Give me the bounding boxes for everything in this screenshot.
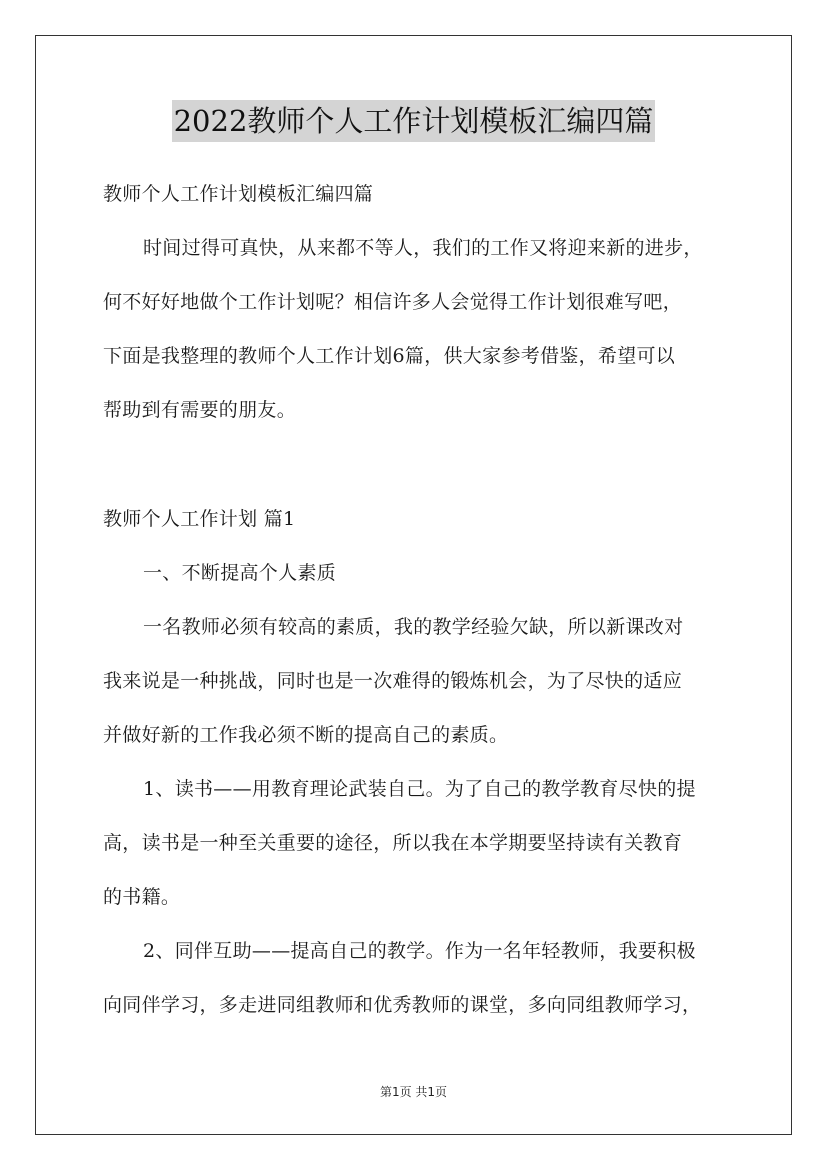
- intro-line: 下面是我整理的教师个人工作计划6篇，供大家参考借鉴，希望可以: [103, 345, 676, 367]
- title-area: [0, 100, 827, 142]
- paragraph-line: 高，读书是一种至关重要的途径，所以我在本学期要坚持读有关教育: [103, 832, 683, 854]
- paragraph-line: 并做好新的工作我必须不断的提高自己的素质。: [103, 724, 509, 746]
- section-heading: 教师个人工作计划 篇1: [103, 508, 296, 530]
- document-title: 2022教师个人工作计划模板汇编四篇: [172, 100, 656, 142]
- intro-line: 何不好好地做个工作计划呢？相信许多人会觉得工作计划很难写吧，: [103, 291, 683, 313]
- intro-line: 时间过得可真快，从来都不等人，我们的工作又将迎来新的进步，: [143, 237, 703, 259]
- document-subtitle: 教师个人工作计划模板汇编四篇: [103, 183, 374, 205]
- paragraph-line: 向同伴学习，多走进同组教师和优秀教师的课堂，多向同组教师学习，: [103, 994, 702, 1016]
- paragraph-line: 1、读书——用教育理论武装自己。为了自己的教学教育尽快的提: [143, 778, 696, 800]
- paragraph-line: 的书籍。: [103, 886, 181, 908]
- paragraph-line: 2、同伴互助——提高自己的教学。作为一名年轻教师，我要积极: [143, 940, 696, 962]
- paragraph-line: 我来说是一种挑战，同时也是一次难得的锻炼机会，为了尽快的适应: [103, 670, 683, 692]
- point-heading: 一、不断提高个人素质: [143, 562, 337, 584]
- paragraph-line: 一名教师必须有较高的素质，我的教学经验欠缺，所以新课改对: [143, 616, 684, 638]
- intro-line: 帮助到有需要的朋友。: [103, 399, 297, 421]
- page-footer: 第1页 共1页: [379, 1085, 448, 1099]
